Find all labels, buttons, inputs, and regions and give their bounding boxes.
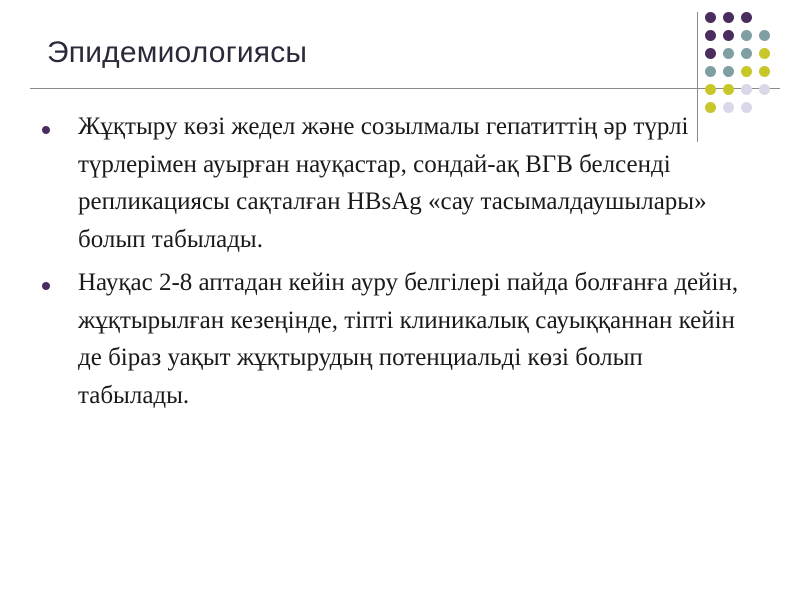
decorative-dot <box>741 66 752 77</box>
decorative-dot <box>759 30 770 41</box>
decorative-dot <box>741 84 752 95</box>
bullet-dot-icon <box>42 282 50 290</box>
decorative-dot <box>759 84 770 95</box>
decorative-dot <box>723 66 734 77</box>
decorative-dot <box>723 84 734 95</box>
bullet-dot-icon <box>42 126 50 134</box>
decorative-dot <box>723 30 734 41</box>
bullet-item <box>40 264 740 414</box>
horizontal-accent-line <box>30 88 780 89</box>
bullet-text: Науқас 2-8 аптадан кейін ауру белгілері пайда болғанға дейін, жұқтырылған кезеңінде, тіпті клиникалық сауыққаннан кейін де біраз уақыт жұқтырудың потенциальді көзі болып табылады. <box>78 269 739 409</box>
decorative-dot <box>741 102 752 113</box>
decorative-dot <box>741 48 752 59</box>
decorative-dot <box>705 30 716 41</box>
decorative-dot <box>723 12 734 23</box>
decorative-dot <box>723 48 734 59</box>
slide-title: Эпидемиологиясы <box>47 36 308 69</box>
decorative-dot <box>759 48 770 59</box>
bullet-item <box>40 108 740 258</box>
decorative-dot <box>759 66 770 77</box>
decorative-dot <box>705 84 716 95</box>
bullet-list <box>40 108 740 420</box>
decorative-dot <box>705 48 716 59</box>
decorative-dot <box>741 12 752 23</box>
decorative-dot <box>741 30 752 41</box>
decorative-dot <box>705 12 716 23</box>
bullet-text: Жұқтыру көзі жедел және созылмалы гепатиттің әр түрлі түрлерімен ауырған науқастар, сондай-ақ ВГВ белсенді репликациясы сақталған HBsAg «сау тасымалдаушылары» болып табылады. <box>78 113 707 253</box>
decorative-dot <box>705 66 716 77</box>
